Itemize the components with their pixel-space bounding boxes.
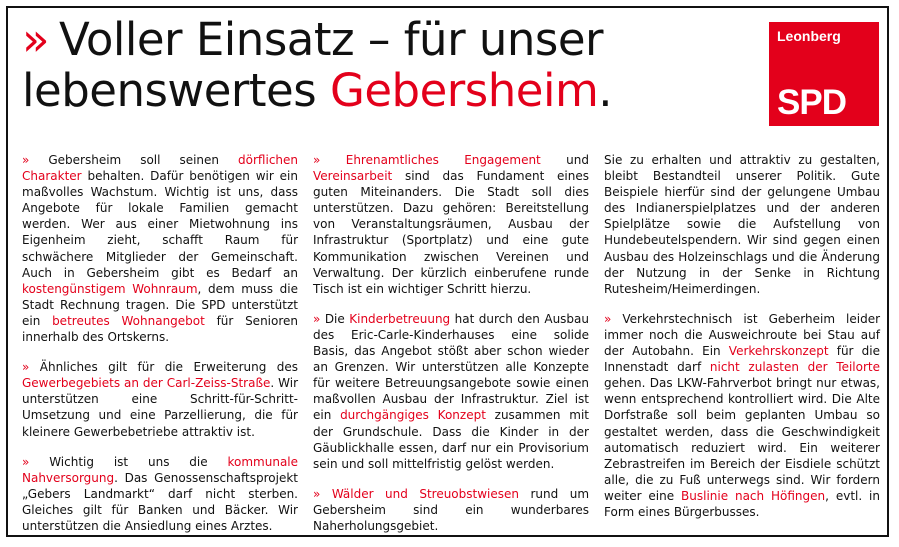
body-text: , evtl. in Form eines Bürgerbusses. [604, 488, 880, 519]
headline-line-2-end: . [598, 64, 613, 117]
body-text: für die Innenstadt darf [604, 344, 880, 375]
text-column-2 [313, 152, 589, 534]
headline [22, 14, 762, 116]
body-text: Wichtig ist uns die [49, 454, 228, 469]
highlight-text: nicht zulasten der Teilorte [709, 360, 880, 375]
highlight-text: dörflichen Charakter [22, 153, 299, 184]
paragraph-chevron-icon: » [313, 486, 332, 501]
highlight-text: kommunale Nahversorgung [22, 454, 299, 485]
paragraph-chevron-icon: » [22, 153, 49, 167]
headline-line-2-text: lebenswertes [22, 64, 330, 117]
text-column-1 [22, 152, 298, 534]
body-text: rund um Gebersheim sind ein wunderbares Naherholungsgebiet. [313, 486, 590, 533]
body-text: gehen. Das LKW-Fahrverbot bringt nur etwas, wenn entsprechend kontrolliert wird. Die Alte Dorfstraße soll beim geplanten Umbau so gestaltet werden, dass die Geschwindigkeit automatisch reduziert wird. Ein weiterer Zebrastreifen im Bereich der Eisdiele schützt alle, die zu Fuß unterwegs sind. Wir fordern weiter eine [604, 376, 880, 503]
body-text: sind das Fundament eines guten Miteinanders. Die Stadt soll dies unterstützen. Dazu gehören: Bereitstellung von Veranstaltungsräumen, Ausbau der Infrastruktur (Sportplatz) und eine gute Kommunikation zwischen Vereinen und Verwaltung. Der kürzlich einberufene runde Tisch ist ein wichtiger Schritt hierzu. [313, 169, 589, 296]
body-text: . Wir unterstützen eine Schritt-für-Schritt-Umsetzung und eine Parzellierung, die für kleinere Gewerbebetriebe attraktiv ist. [22, 376, 299, 439]
highlight-text: Buslinie nach Höfingen [681, 488, 826, 503]
body-text: zusammen mit der Grundschule. Dass die Kinder in der Gäublickhalle essen, darf nur ein Provisorium sein und soll mittelfristig gelöst werden. [313, 408, 589, 471]
highlight-text: durchgängiges Konzept [340, 408, 486, 423]
highlight-text: Vereinsarbeit [313, 169, 393, 184]
logo-place: Leonberg [777, 28, 841, 44]
article-paragraph [604, 152, 880, 297]
highlight-text: Wälder und Streuobstwiesen [331, 486, 519, 501]
article-paragraph [604, 311, 880, 520]
article-paragraph [22, 454, 298, 534]
article-paragraph [313, 311, 589, 472]
highlight-text: betreutes Wohnangebot [52, 313, 205, 328]
body-text: , dem muss die Stadt Rechnung tragen. Die SPD unterstützt ein [22, 281, 298, 328]
highlight-text: kostengünstigem Wohnraum [22, 281, 198, 296]
article-paragraph [22, 359, 298, 439]
body-text: für Senioren innerhalb des Ortskerns. [22, 313, 299, 345]
spd-logo [769, 22, 879, 126]
body-text: behalten. Dafür benötigen wir ein maßvolles Wachstum. Wichtig ist uns, dass Angebote für lokale Familien gemacht werden. Wer aus einer Mietwohnung ins Eigenheim zieht, schafft Raum für schwächere Mitglieder der Gemeinschaft. Auch in Gebersheim gibt es Bedarf an [22, 169, 298, 280]
paragraph-chevron-icon: » [313, 153, 346, 167]
article-paragraph [22, 152, 298, 345]
headline-line-2 [22, 65, 762, 116]
headline-chevron-icon: » [22, 13, 50, 66]
headline-line-1 [22, 14, 762, 65]
highlight-text: Ehrenamtliches Engagement [345, 153, 541, 167]
highlight-text: Kinderbetreuung [349, 311, 451, 326]
paragraph-chevron-icon: » [604, 311, 623, 326]
highlight-text: Gewerbegebiets an der Carl-Zeiss-Straße [22, 376, 271, 391]
text-column-3 [604, 152, 880, 520]
headline-line-1-text: Voller Einsatz – für unser [59, 13, 604, 66]
paragraph-chevron-icon: » [313, 311, 325, 326]
body-text: Die [324, 311, 350, 326]
body-text: Verkehrstechnisch ist Geberheim leider immer noch die Ausweichroute bei Stau auf der Autobahn. Ein [604, 311, 881, 359]
body-text: Gebersheim soll seinen [48, 153, 239, 167]
article-paragraph [313, 486, 589, 534]
logo-party: SPD [777, 83, 846, 122]
body-text: Ähnliches gilt für die Erweiterung des [39, 360, 299, 375]
body-text: . Das Genossenschaftsprojekt „Gebers Landmarkt“ darf nicht sterben. Gleiches gilt für Banken und Bäcker. Wir unterstützen die Ansiedlung eines Arztes. [22, 470, 298, 533]
paragraph-chevron-icon: » [22, 454, 50, 469]
headline-accent-text: Gebersheim [329, 64, 599, 117]
paragraph-chevron-icon: » [22, 360, 40, 375]
article-paragraph [313, 152, 589, 297]
body-text: hat durch den Ausbau des Eric-Carle-Kinderhauses eine solide Basis, das Angebot stößt aber schon wieder an Grenzen. Wir unterstützen alle Konzepte für weitere Betreuungsangebote sowie einen maßvollen Ausbau der Infrastruktur. Ziel ist ein [313, 311, 590, 423]
body-text: und [540, 153, 589, 167]
highlight-text: Verkehrskonzept [728, 344, 829, 359]
body-text: Sie zu erhalten und attraktiv zu gestalten, bleibt Bestandteil unserer Politik. Gute Beispiele hierfür sind der gelungene Umbau des Indianerspielplatzes und der anderen Spielplätze sowie die Aufstellung von Hundebeutelspendern. Wir sind gegen einen Ausbau des Holzeinschlags und die Änderung der Nutzung in der Senke in Richtung Rutesheim/Heimerdingen. [604, 153, 880, 296]
